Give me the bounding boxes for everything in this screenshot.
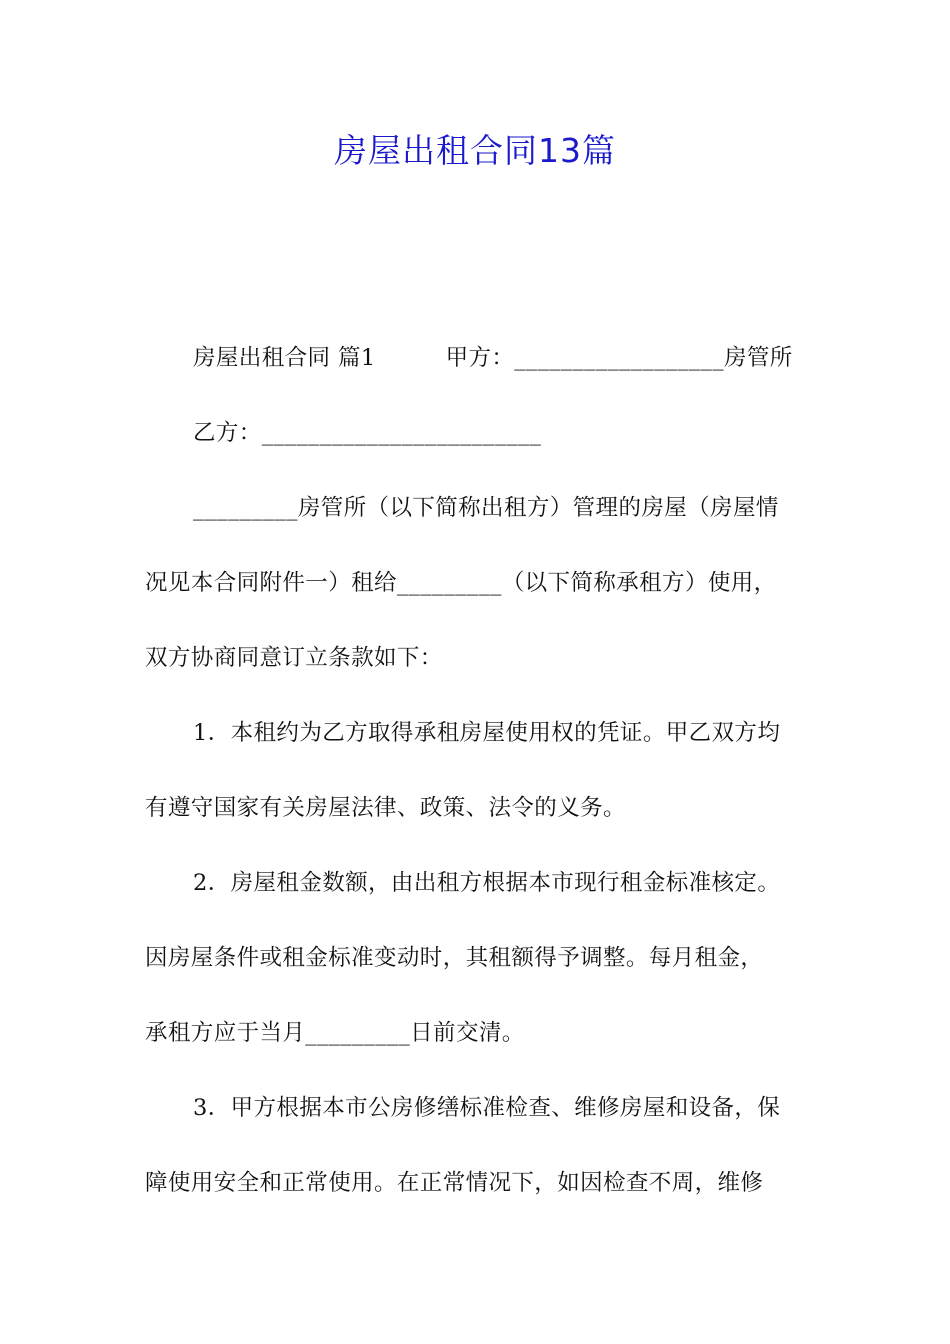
paragraph-line: 况见本合同附件一）租给_________（以下简称承租方）使用， bbox=[145, 570, 777, 596]
party-a-line: 甲方：__________________房管所 bbox=[445, 345, 793, 371]
clause-2-line: 因房屋条件或租金标准变动时，其租额得予调整。每月租金， bbox=[145, 945, 764, 971]
clause-3-line: 障使用安全和正常使用。在正常情况下，如因检查不周，维修 bbox=[145, 1170, 764, 1196]
clause-3-line: 3．甲方根据本市公房修缮标准检查、维修房屋和设备，保 bbox=[193, 1095, 781, 1121]
section-heading: 房屋出租合同 篇1 bbox=[193, 345, 376, 371]
clause-1-line: 1．本租约为乙方取得承租房屋使用权的凭证。甲乙双方均 bbox=[193, 720, 781, 746]
paragraph-line bbox=[193, 340, 873, 376]
party-b-line: 乙方：________________________ bbox=[193, 420, 542, 446]
clause-1-line: 有遵守国家有关房屋法律、政策、法令的义务。 bbox=[145, 795, 626, 821]
clause-2-line: 承租方应于当月_________日前交清。 bbox=[145, 1020, 525, 1046]
paragraph-line: _________房管所（以下简称出租方）管理的房屋（房屋情 bbox=[193, 495, 779, 521]
clause-2-line: 2．房屋租金数额，由出租方根据本市现行租金标准核定。 bbox=[193, 870, 781, 896]
paragraph-line: 双方协商同意订立条款如下： bbox=[145, 645, 443, 671]
document-title: 房屋出租合同13篇 bbox=[334, 131, 616, 170]
